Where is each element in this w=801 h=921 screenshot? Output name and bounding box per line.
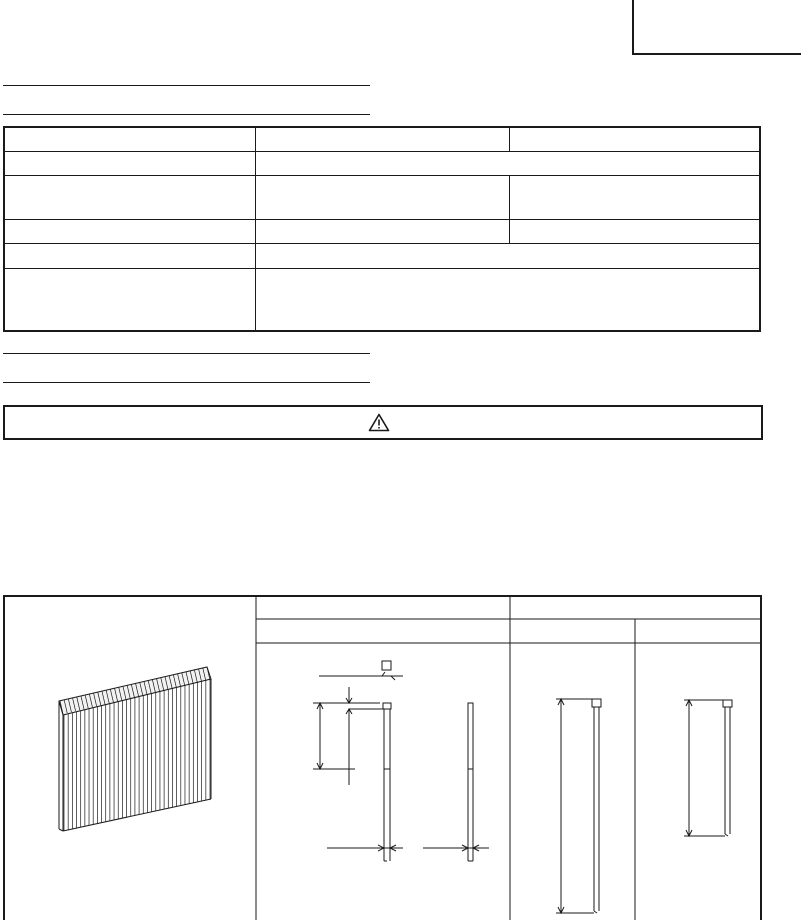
spec-col-divider-2b [509,176,510,244]
spec-row-divider [5,243,759,244]
corner-box [632,0,801,55]
specifications-table [3,126,761,332]
spec-row-divider [5,219,759,220]
nails-table [3,595,762,920]
spec-row-divider [5,268,759,269]
nail-length-long-diagram [550,693,610,921]
warning-triangle-icon [368,413,390,432]
caution-banner [3,405,763,440]
spec-title-rule-top [3,85,370,86]
spec-title-rule-bottom [3,114,370,115]
spec-col-divider-1 [255,128,256,330]
nails-title-rule-bottom [3,382,370,383]
spec-row-divider [5,175,759,176]
nail-length-short-diagram [680,693,740,843]
spec-row-divider [5,151,759,152]
nail-strip-illustration [47,663,215,835]
nails-title-rule-top [3,353,370,354]
nail-dimension-diagram [305,655,505,921]
spec-col-divider-2a [509,128,510,152]
